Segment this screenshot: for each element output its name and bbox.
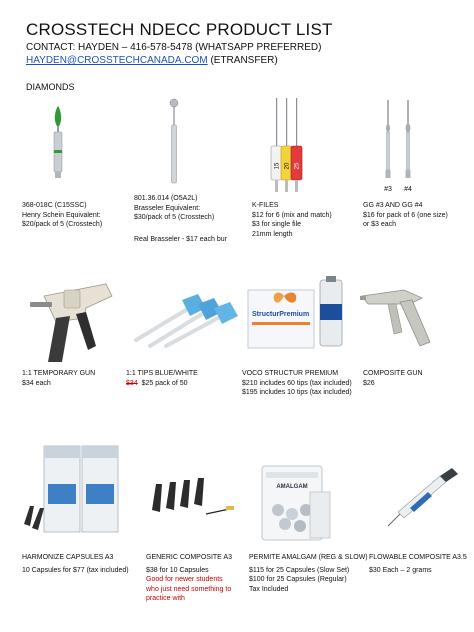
caption-harmonize: HARMONIZE CAPSULES A3 10 Capsules for $77 (tax included) <box>22 554 129 574</box>
caption-k-files: K-FILES $12 for 6 (mix and match) $3 for single file 21mm length <box>252 202 332 238</box>
caption-composite-gun: COMPOSITE GUN $26 <box>363 370 423 387</box>
email-link[interactable]: HAYDEN@CROSSTECHCANADA.COM <box>26 55 208 66</box>
email-line <box>26 55 278 66</box>
brasseler-bur-image <box>164 97 184 187</box>
caption-voco: VOCO STRUCTUR PREMIUM $210 includes 60 tips (tax included) $195 includes 10 tips (tax included) <box>242 370 352 396</box>
section-label-diamonds: DIAMONDS <box>26 82 75 92</box>
harmonize-capsules-image <box>22 444 128 536</box>
caption-flowable-composite: FLOWABLE COMPOSITE A3.5 $30 Each – 2 grams <box>369 554 467 574</box>
gg-label-4: #4 <box>404 186 412 193</box>
gg-label-3: #3 <box>384 186 392 193</box>
caption-brasseler: 801.36.014 (O5A2L) Brasseler Equivalent: $30/pack of 5 (Crosstech) Real Brasseler - $17 each bur <box>134 195 227 243</box>
permite-amalgam-image <box>260 462 332 544</box>
k-file-label-15: 15 <box>274 162 281 170</box>
flowable-composite-image <box>384 468 460 530</box>
voco-box-brand: StructurPremium <box>252 311 310 318</box>
email-note: (ETRANSFER) <box>210 55 278 66</box>
k-file-label-25: 25 <box>294 162 301 170</box>
amalgam-bag-brand: AMALGAM <box>276 484 308 490</box>
caption-gg: GG #3 AND GG #4 $16 for pack of 6 (one size) or $3 each <box>363 202 448 228</box>
temporary-gun-image <box>26 278 122 366</box>
caption-temporary-gun: 1:1 TEMPORARY GUN $34 each <box>22 370 96 387</box>
caption-diamond-bur: 368-018C (C15SSC) Henry Schein Equivalent: $20/pack of 5 (Crosstech) <box>22 202 103 228</box>
voco-structur-image <box>246 276 350 352</box>
tips-old-price: $34 <box>126 379 138 387</box>
page-title: CROSSTECH NDECC PRODUCT LIST <box>26 20 333 39</box>
k-files-image <box>266 96 310 194</box>
k-file-label-20: 20 <box>284 162 291 170</box>
contact-line: CONTACT: HAYDEN – 416-578-5478 (WHATSAPP PREFERRED) <box>26 42 322 53</box>
caption-permite-amalgam: PERMITE AMALGAM (REG & SLOW) $115 for 25 Capsules (Slow Set) $100 for 25 Capsules (Regular) Tax Included <box>249 554 368 593</box>
diamond-bur-image <box>46 104 70 180</box>
caption-tips: 1:1 TIPS BLUE/WHITE $34 $25 pack of 50 <box>126 370 198 387</box>
composite-gun-image <box>360 284 444 350</box>
caption-generic-composite: GENERIC COMPOSITE A3 $38 for 10 Capsules Good for newer students who just need something to practice with <box>146 554 232 602</box>
gates-glidden-image <box>376 98 420 194</box>
mixing-tips-image <box>132 286 240 348</box>
generic-composite-image <box>146 474 238 524</box>
